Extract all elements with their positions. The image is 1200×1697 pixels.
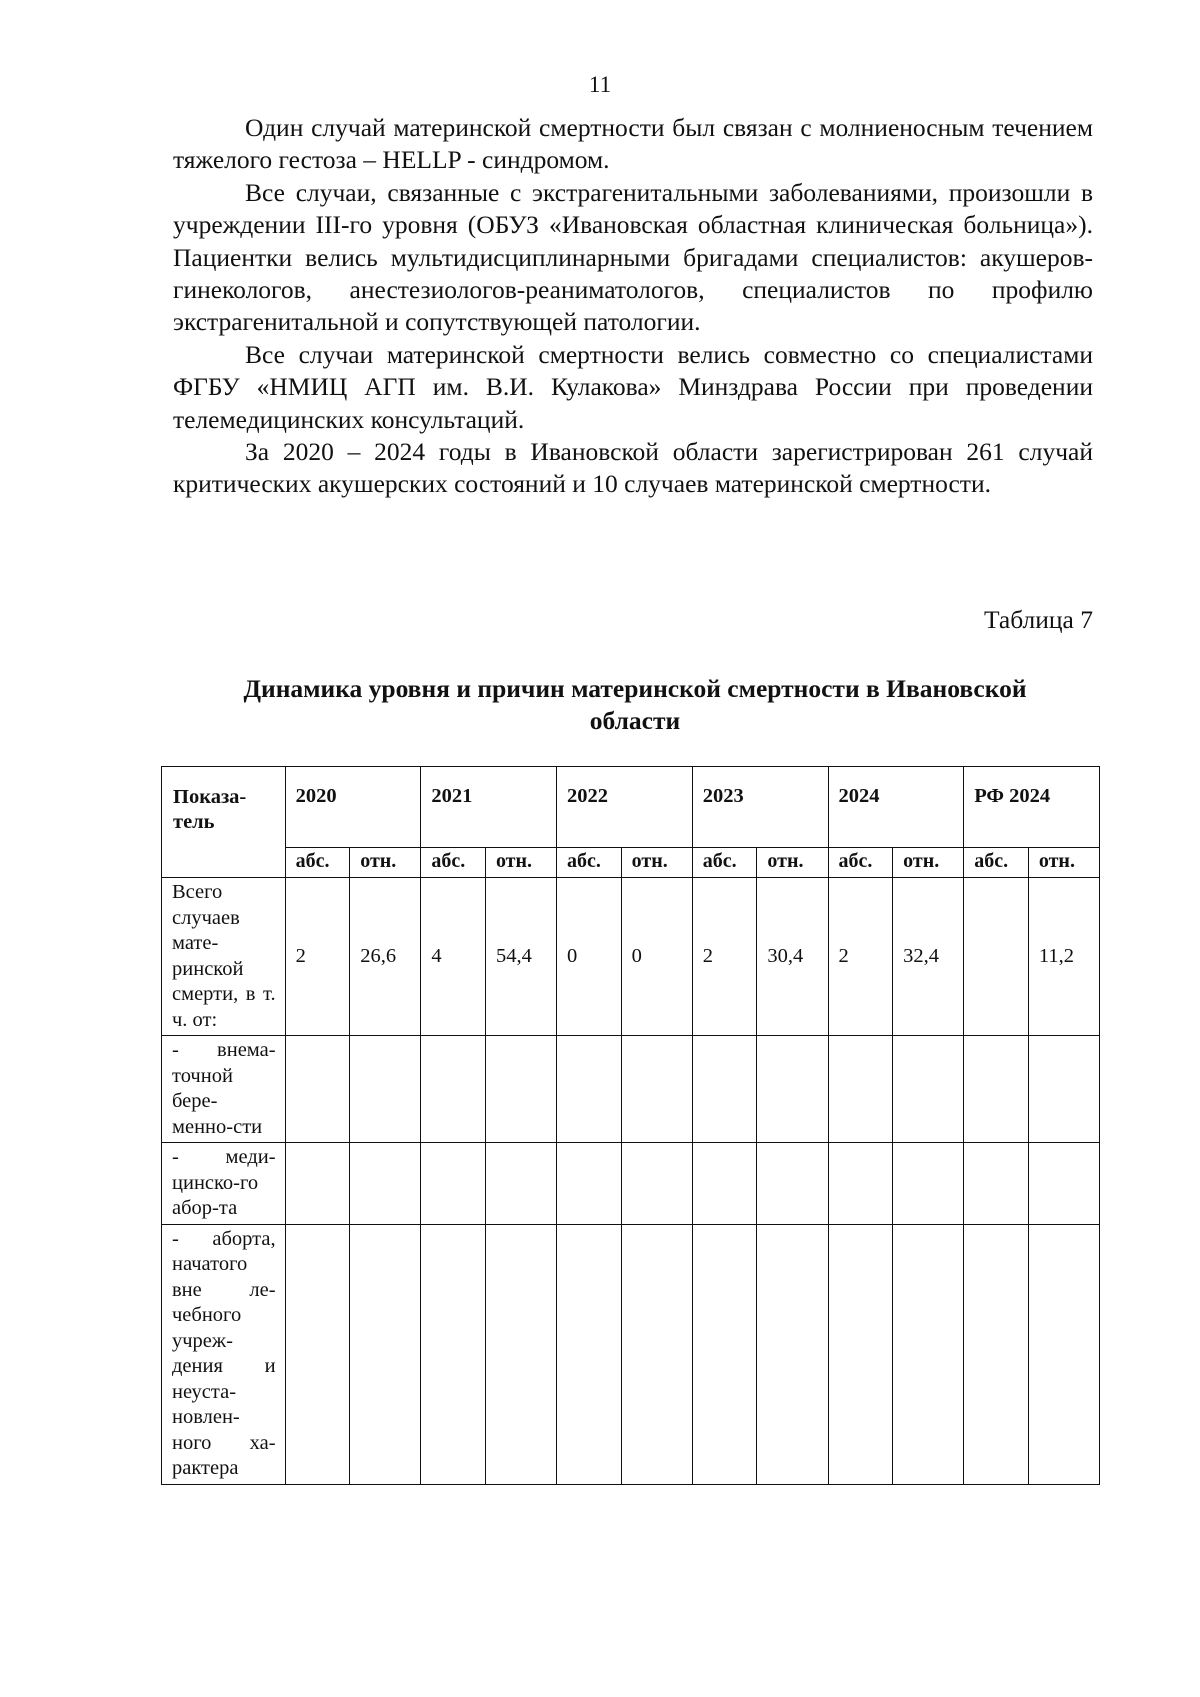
table-row [162, 878, 1100, 1036]
table-cell [692, 1143, 757, 1225]
table-cell [1028, 1036, 1099, 1143]
year-header: 2022 [557, 767, 693, 848]
table-cell [421, 1036, 486, 1143]
rel-subheader: отн. [485, 848, 556, 878]
table-cell [964, 1143, 1029, 1225]
table-cell [557, 1143, 622, 1225]
table-cell [828, 1143, 893, 1225]
table-cell: 30,4 [757, 878, 828, 1036]
table-caption: Таблица 7 [983, 605, 1093, 634]
rel-subheader: отн. [1028, 848, 1099, 878]
year-header: 2020 [285, 767, 421, 848]
table-cell [557, 1224, 622, 1484]
table-cell [621, 1036, 692, 1143]
table-row [162, 1036, 1100, 1143]
row-label: - аборта, начатого вне ле-чебного учреж-дения и неуста-новлен-ного ха-рактера [162, 1224, 286, 1484]
table-cell [421, 1224, 486, 1484]
table-cell: 0 [621, 878, 692, 1036]
table-cell [285, 1224, 350, 1484]
table-cell: 11,2 [1028, 878, 1099, 1036]
table-cell [757, 1224, 828, 1484]
table-cell [964, 1224, 1029, 1484]
table-cell: 54,4 [485, 878, 556, 1036]
rel-subheader: отн. [893, 848, 964, 878]
table-cell [893, 1143, 964, 1225]
table-header-row [162, 767, 1100, 848]
abs-subheader: абс. [557, 848, 622, 878]
rel-subheader: отн. [621, 848, 692, 878]
table-cell: 2 [285, 878, 350, 1036]
table-cell: 2 [692, 878, 757, 1036]
table-cell [757, 1143, 828, 1225]
year-header: 2021 [421, 767, 557, 848]
table-cell [350, 1036, 421, 1143]
table-cell [350, 1224, 421, 1484]
indicator-header: Показа-тель [162, 767, 286, 878]
table-cell [1028, 1143, 1099, 1225]
table-cell [485, 1224, 556, 1484]
table-title: Динамика уровня и причин материнской смертности в Ивановской области [243, 674, 1027, 735]
abs-subheader: абс. [692, 848, 757, 878]
paragraph: Один случай материнской смертности был связан с молниеносным течением тяжелого гестоза – HELLP - синдромом. [173, 113, 1093, 175]
row-label: - внема-точной бере-менно-сти [162, 1036, 286, 1143]
table-cell [621, 1224, 692, 1484]
table-cell [485, 1036, 556, 1143]
table-cell [964, 878, 1029, 1036]
table-cell [692, 1036, 757, 1143]
table-cell [828, 1036, 893, 1143]
year-header: РФ 2024 [964, 767, 1100, 848]
row-label: - меди-цинско-го абор-та [162, 1143, 286, 1225]
table-cell: 4 [421, 878, 486, 1036]
year-header: 2024 [828, 767, 964, 848]
abs-subheader: абс. [828, 848, 893, 878]
table-cell: 26,6 [350, 878, 421, 1036]
year-header: 2023 [692, 767, 828, 848]
abs-subheader: абс. [285, 848, 350, 878]
table-row [162, 1143, 1100, 1225]
table-cell [1028, 1224, 1099, 1484]
paragraph: Все случаи, связанные с экстрагенитальными заболеваниями, произошли в учреждении III-го уровня (ОБУЗ «Ивановская областная клиническая больница»). Пациентки велись мультидисциплинарными бригадами специалистов: акушеров-гинекологов, анестезиологов-реаниматологов, специалистов по профилю экстрагенитальной и сопутствующей патологии. [173, 177, 1093, 337]
table-cell [692, 1224, 757, 1484]
table-cell [828, 1224, 893, 1484]
table-cell: 2 [828, 878, 893, 1036]
table-cell [421, 1143, 486, 1225]
row-label: Всего случаев мате-ринской смерти, в т. ч. от: [162, 878, 286, 1036]
abs-subheader: абс. [964, 848, 1029, 878]
table-cell [621, 1143, 692, 1225]
page-number: 11 [588, 72, 612, 97]
table-row [162, 1224, 1100, 1484]
table-cell [757, 1036, 828, 1143]
table-cell [893, 1036, 964, 1143]
data-table [161, 766, 1100, 1485]
paragraph: За 2020 – 2024 годы в Ивановской области зарегистрирован 261 случай критических акушерских состояний и 10 случаев материнской смертности. [173, 437, 1093, 499]
table-cell [350, 1143, 421, 1225]
table-cell [557, 1036, 622, 1143]
table-cell [893, 1224, 964, 1484]
table-cell [964, 1036, 1029, 1143]
rel-subheader: отн. [350, 848, 421, 878]
rel-subheader: отн. [757, 848, 828, 878]
table-cell [285, 1143, 350, 1225]
body-text [173, 112, 1093, 501]
table-cell: 32,4 [893, 878, 964, 1036]
table-cell: 0 [557, 878, 622, 1036]
abs-subheader: абс. [421, 848, 486, 878]
table-cell [285, 1036, 350, 1143]
table-cell [485, 1143, 556, 1225]
paragraph: Все случаи материнской смертности велись совместно со специалистами ФГБУ «НМИЦ АГП им. В.И. Кулакова» Минздрава России при проведении телемедицинских консультаций. [173, 339, 1093, 434]
table-subheader-row [162, 848, 1100, 878]
